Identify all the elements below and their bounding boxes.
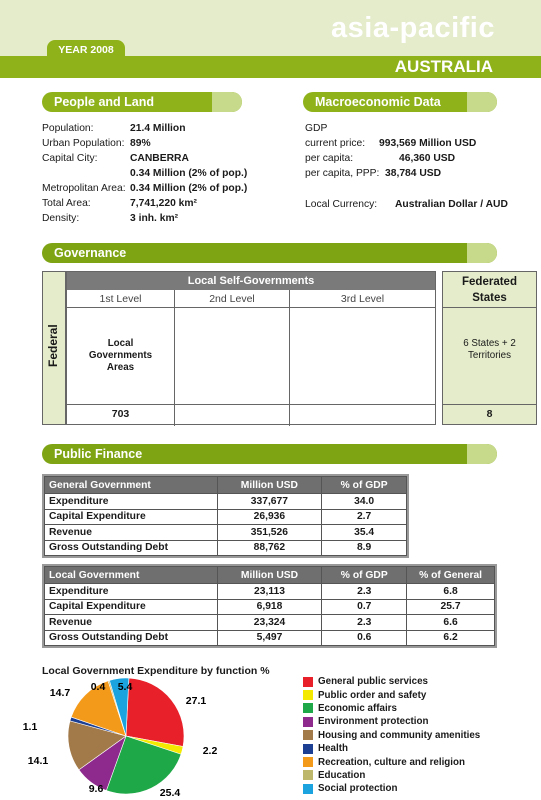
table-header-row: [45, 477, 407, 494]
metro-row: [42, 183, 248, 194]
row-value: 21.4 Million: [130, 123, 186, 134]
cell: 0.7: [322, 599, 407, 615]
cell: 6.2: [407, 630, 495, 646]
legend-swatch: [303, 730, 313, 740]
legend-label: Social protection: [318, 783, 398, 795]
level-1-count: 703: [111, 408, 130, 420]
legend-swatch: [303, 784, 313, 794]
cell: 35.4: [322, 525, 407, 541]
legend-label: Economic affairs: [318, 702, 397, 714]
legend-item: [303, 782, 480, 795]
row-label: current price:: [305, 138, 366, 149]
slice-value-label: 14.1: [27, 755, 49, 767]
legend-label: Housing and community amenities: [318, 729, 481, 741]
pill-shade: [212, 92, 242, 112]
cell: 351,526: [217, 525, 322, 541]
federated-states-column: [442, 271, 537, 425]
legend-label: Environment protection: [318, 716, 429, 728]
column-header: % of GDP: [322, 477, 407, 494]
urban-row: [42, 138, 151, 149]
cell: 2.3: [322, 584, 407, 600]
legend-swatch: [303, 757, 313, 767]
chart-title: Local Government Expenditure by function %: [42, 665, 270, 677]
pill-shade: [467, 444, 497, 464]
year-tab: YEAR 2008: [47, 40, 125, 60]
country-title: AUSTRALIA: [394, 57, 493, 76]
cell: 6,918: [217, 599, 322, 615]
row-label: per capita, PPP:: [305, 168, 380, 179]
legend-item: [303, 742, 480, 755]
cell: Capital Expenditure: [45, 509, 218, 525]
row-label: Total Area:: [42, 198, 91, 209]
table-row: [45, 599, 495, 615]
level-2-body: [175, 308, 289, 405]
cell: 6.6: [407, 615, 495, 631]
row-label: Metropolitan Area:: [42, 183, 126, 194]
cell: 2.7: [322, 509, 407, 525]
people-land-header: [42, 92, 242, 112]
legend-swatch: [303, 703, 313, 713]
table-row: [45, 540, 407, 556]
row-value: Australian Dollar / AUD: [395, 199, 508, 210]
legend-item: [303, 729, 480, 742]
legend-item: [303, 715, 480, 728]
legend-label: Public order and safety: [318, 689, 427, 701]
cell: 26,936: [217, 509, 322, 525]
chart-legend: [303, 675, 480, 796]
row-value: 46,360 USD: [399, 153, 456, 164]
slice-value-label: 0.4: [90, 681, 106, 693]
legend-swatch: [303, 690, 313, 700]
cell: Gross Outstanding Debt: [45, 540, 218, 556]
row-value: 993,569 Million USD: [379, 138, 477, 149]
density-row: [42, 213, 179, 224]
row-value: 0.34 Million (2% of pop.): [130, 168, 248, 179]
pill-shade: [467, 243, 497, 263]
legend-swatch: [303, 744, 313, 754]
column-header: General Government: [45, 477, 218, 494]
row-value: 89%: [130, 138, 151, 149]
capital-row: [42, 153, 189, 164]
legend-item: [303, 702, 480, 715]
legend-item: [303, 688, 480, 701]
expenditure-pie-chart: [0, 676, 300, 800]
column-header: % of GDP: [322, 567, 407, 584]
cell: 0.6: [322, 630, 407, 646]
cell: 2.3: [322, 615, 407, 631]
cell: 23,324: [217, 615, 322, 631]
cell: 25.7: [407, 599, 495, 615]
cell: Revenue: [45, 525, 218, 541]
cell: 88,762: [217, 540, 322, 556]
pill-shade: [467, 92, 497, 112]
population-row: [42, 123, 186, 134]
table-row: [45, 509, 407, 525]
local-self-governments: [66, 271, 436, 425]
level-1-column: [67, 290, 175, 426]
cell: 23,113: [217, 584, 322, 600]
region-title: asia-pacific: [331, 12, 495, 44]
public-finance-title: Public Finance: [54, 447, 143, 461]
cell: Expenditure: [45, 584, 218, 600]
local-government-table: [44, 566, 495, 646]
legend-swatch: [303, 770, 313, 780]
gdp-current-row: [305, 138, 477, 149]
row-label: Density:: [42, 213, 80, 224]
legend-item: [303, 755, 480, 768]
slice-value-label: 2.2: [202, 745, 218, 757]
level-3-header: 3rd Level: [290, 290, 435, 308]
cell: Capital Expenditure: [45, 599, 218, 615]
federated-body-text: 6 States + 2 Territories: [463, 338, 516, 361]
cell: 8.9: [322, 540, 407, 556]
currency-row: [305, 199, 508, 210]
federated-body: [443, 308, 536, 405]
slice-value-label: 25.4: [159, 787, 181, 799]
federated-header: [443, 272, 536, 308]
level-2-count: [175, 405, 289, 425]
slice-value-label: 9.6: [88, 783, 104, 795]
governance-title: Governance: [54, 246, 127, 260]
column-header: Million USD: [217, 567, 322, 584]
country-bar: [0, 56, 541, 78]
cell: 6.8: [407, 584, 495, 600]
row-value: 7,741,220 km²: [130, 198, 197, 209]
public-finance-header: [42, 444, 497, 464]
cell: 337,677: [217, 494, 322, 510]
slice-value-label: 14.7: [49, 687, 71, 699]
governance-table: [42, 271, 517, 425]
table-header-row: [45, 567, 495, 584]
column-header: % of General: [407, 567, 495, 584]
cell: Revenue: [45, 615, 218, 631]
column-header: Million USD: [217, 477, 322, 494]
row-value: CANBERRA: [130, 153, 189, 164]
legend-swatch: [303, 717, 313, 727]
level-3-column: [290, 290, 435, 426]
pie-slice: [126, 678, 184, 746]
level-2-column: [175, 290, 290, 426]
macro-header: [303, 92, 497, 112]
slice-value-label: 27.1: [185, 695, 207, 707]
row-value: 0.34 Million (2% of pop.): [130, 183, 248, 194]
legend-label: Health: [318, 743, 348, 755]
federated-count: 8: [486, 408, 493, 420]
level-2-header: 2nd Level: [175, 290, 289, 308]
area-row: [42, 198, 197, 209]
macro-title: Macroeconomic Data: [315, 95, 441, 109]
federal-label: Federal: [46, 324, 60, 367]
row-label: Capital City:: [42, 153, 98, 164]
table-row: [45, 584, 495, 600]
table-row: [45, 525, 407, 541]
slice-value-label: 5.4: [117, 681, 133, 693]
legend-label: Recreation, culture and religion: [318, 756, 465, 768]
legend-label: General public services: [318, 676, 428, 688]
legend-item: [303, 769, 480, 782]
level-3-body: [290, 308, 435, 405]
level-1-header: 1st Level: [67, 290, 174, 308]
legend-item: [303, 675, 480, 688]
slice-value-label: 1.1: [22, 721, 38, 733]
legend-swatch: [303, 677, 313, 687]
cell: Expenditure: [45, 494, 218, 510]
row-label: Population:: [42, 123, 94, 134]
column-header: Local Government: [45, 567, 218, 584]
row-label: per capita:: [305, 153, 354, 164]
row-label: Local Currency:: [305, 199, 378, 210]
governance-header: [42, 243, 497, 263]
row-label: Urban Population:: [42, 138, 125, 149]
level-1-text: Local Governments Areas: [88, 338, 153, 373]
table-row: [45, 494, 407, 510]
legend-label: Education: [318, 769, 366, 781]
federal-side-cell: [42, 271, 66, 425]
row-value: 38,784 USD: [385, 168, 442, 179]
gdp-per-capita-row: [305, 153, 456, 164]
table-row: [45, 630, 495, 646]
lsg-header: Local Self-Governments: [67, 272, 435, 290]
row-value: 3 inh. km²: [130, 213, 179, 224]
gdp-label: GDP: [305, 123, 328, 134]
gdp-ppp-row: [305, 168, 442, 179]
general-government-table: [44, 476, 407, 556]
table-row: [45, 615, 495, 631]
federated-header-text: Federated States: [462, 276, 517, 304]
people-land-title: People and Land: [54, 95, 155, 109]
cell: 5,497: [217, 630, 322, 646]
cell: 34.0: [322, 494, 407, 510]
level-3-count: [290, 405, 435, 425]
cell: Gross Outstanding Debt: [45, 630, 218, 646]
level-1-body: [67, 308, 174, 405]
